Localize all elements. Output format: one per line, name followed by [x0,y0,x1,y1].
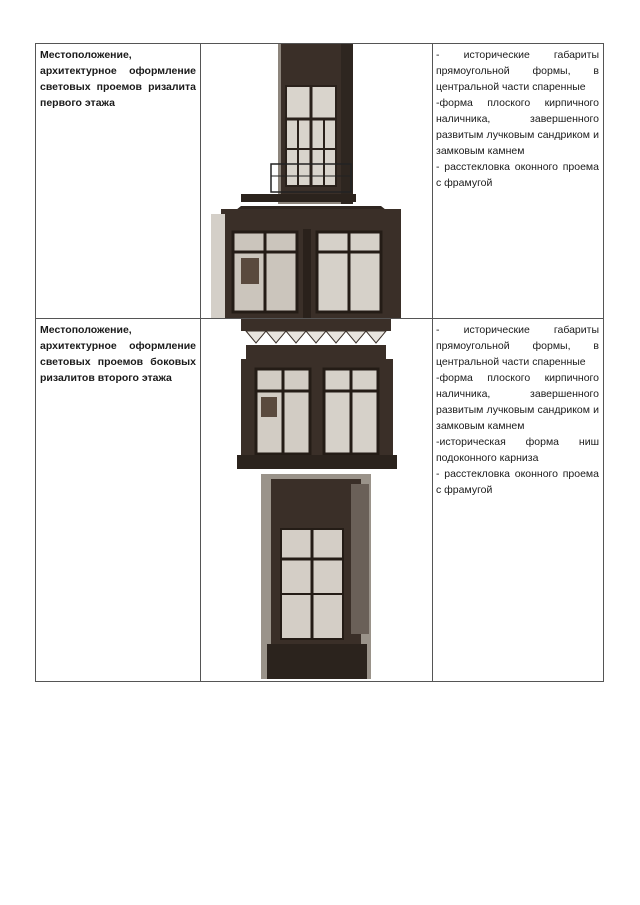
desc-item: - исторические габариты прямоугольной формы, в центральной части спаренные [436,49,599,93]
label-cell [36,319,201,682]
desc-item: - исторические габариты прямоугольной формы, в центральной части спаренные [436,324,599,368]
first-floor-window-photo [201,44,432,319]
desc-item: -форма плоского кирпичного наличника, завершенного развитым лучковым сандриком и замковым камнем [436,97,599,157]
attributes-table [35,43,604,682]
second-floor-window-photo [201,319,432,682]
desc-item: - расстекловка оконного проема с фрамугой [436,468,599,496]
desc-item: -историческая форма ниш подоконного карниза [436,436,599,464]
description [433,319,603,498]
lower-window-photo [261,474,371,679]
row-label: Местоположение, архитектурное оформление световых проемов боковых ризалитов второго этажа [40,324,196,384]
row-label: Местоположение, архитектурное оформление световых проемов ризалита первого этажа [40,49,196,109]
table-row [36,319,604,682]
upper-window-photo [241,44,356,204]
photo-cell [201,44,433,319]
label-cell [36,44,201,319]
desc-item: -форма плоского кирпичного наличника, завершенного развитым лучковым сандриком и замковым камнем [436,372,599,432]
description [433,44,603,191]
table-row [36,44,604,319]
lower-window-photo [211,206,401,319]
upper-window-photo [237,319,397,469]
desc-item: - расстекловка оконного проема с фрамугой [436,161,599,189]
description-cell [433,44,604,319]
description-cell [433,319,604,682]
photo-cell [201,319,433,682]
